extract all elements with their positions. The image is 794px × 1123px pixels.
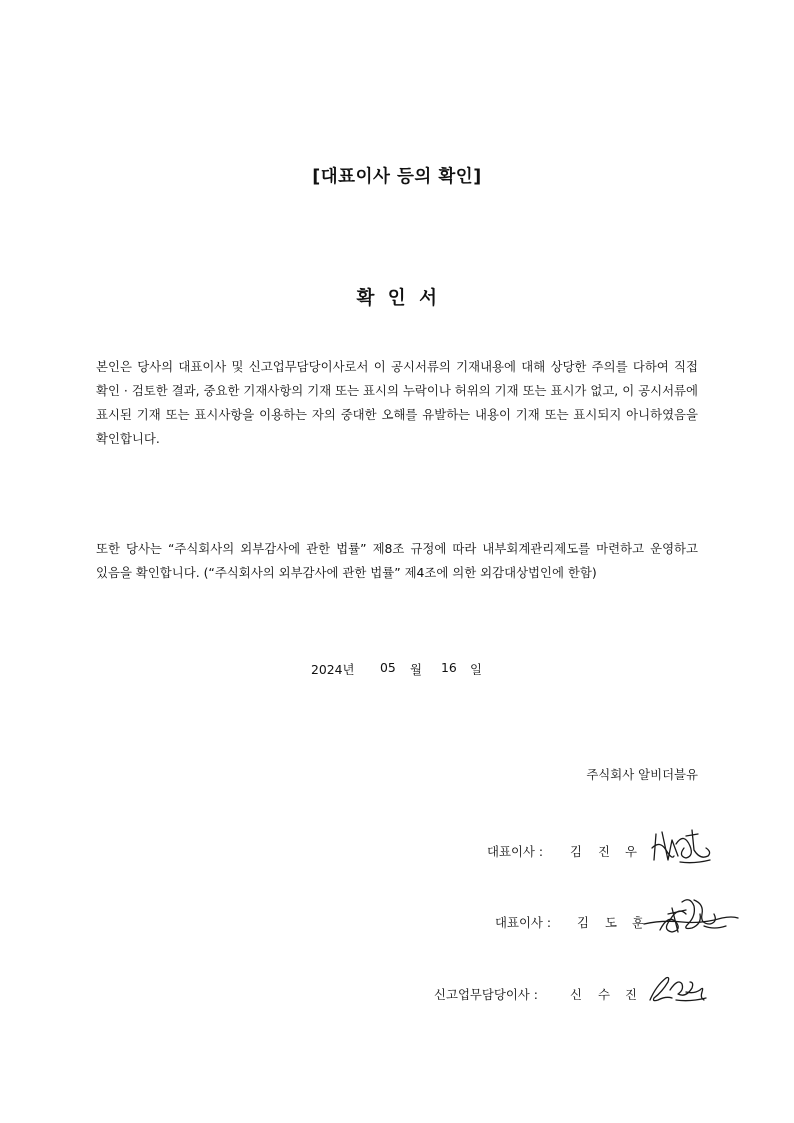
signatory-title: 신고업무담당이사 : — [434, 987, 538, 1002]
signature-image — [642, 894, 740, 938]
signature-stroke — [654, 834, 656, 860]
signature-stroke — [704, 926, 726, 928]
signature-stroke — [650, 978, 672, 1001]
signature-image — [650, 826, 714, 868]
signatory-name-char: 진 — [598, 844, 610, 859]
confirmation-paragraph: 본인은 당사의 대표이사 및 신고업무담당이사로서 이 공시서류의 기재내용에 대해 상당한 주의를 다하여 직접 확인 · 검토한 결과, 중요한 기재사항의 기재 또는 표시의 누락이나 허위의 기재 또는 표시가 없고, 이 공시서류에 표시된 기재 또는 표시사항을 이용하는 자의 중대한 오해를 유발하는 내용이 기재 또는 표시되지 아니하였음을 확인합니다. — [96, 359, 698, 446]
signature-stroke — [676, 998, 706, 1001]
signature-image — [646, 970, 708, 1006]
signatory-name-char: 훈 — [632, 915, 644, 930]
signature-stroke — [686, 988, 704, 1000]
internal-control-paragraph: 또한 당사는 “주식회사의 외부감사에 관한 법률” 제8조 규정에 따라 내부회계관리제도를 마련하고 운영하고 있음을 확인합니다. (“주식회사의 외부감사에 관한 법률” 제4조에 의한 외감대상법인에 한함) — [96, 541, 698, 580]
signatory-name-char: 우 — [625, 844, 637, 859]
signatory-title: 대표이사 : — [495, 915, 551, 930]
signatory-name-char: 진 — [625, 987, 637, 1002]
company-name: 주식회사 알비더블유 — [586, 767, 698, 782]
signatory-name-char: 김 — [570, 844, 582, 859]
signatory-name-char: 수 — [598, 987, 610, 1002]
date-year: 2024년 — [311, 662, 355, 677]
signatory-name-char: 도 — [605, 915, 617, 930]
signature-stroke — [680, 860, 710, 863]
signatory-title: 대표이사 : — [487, 844, 543, 859]
signature-stroke — [682, 900, 700, 929]
date-month: 05 — [380, 660, 396, 675]
signatory-name-char: 신 — [570, 987, 582, 1002]
date-day: 16 — [441, 660, 457, 675]
signatory-name-char: 김 — [577, 915, 589, 930]
date-day-unit: 일 — [470, 662, 482, 677]
confirmation-title: 확 인 서 — [356, 288, 438, 309]
section-title: [대표이사 등의 확인] — [312, 167, 482, 187]
date-month-unit: 월 — [410, 662, 422, 677]
